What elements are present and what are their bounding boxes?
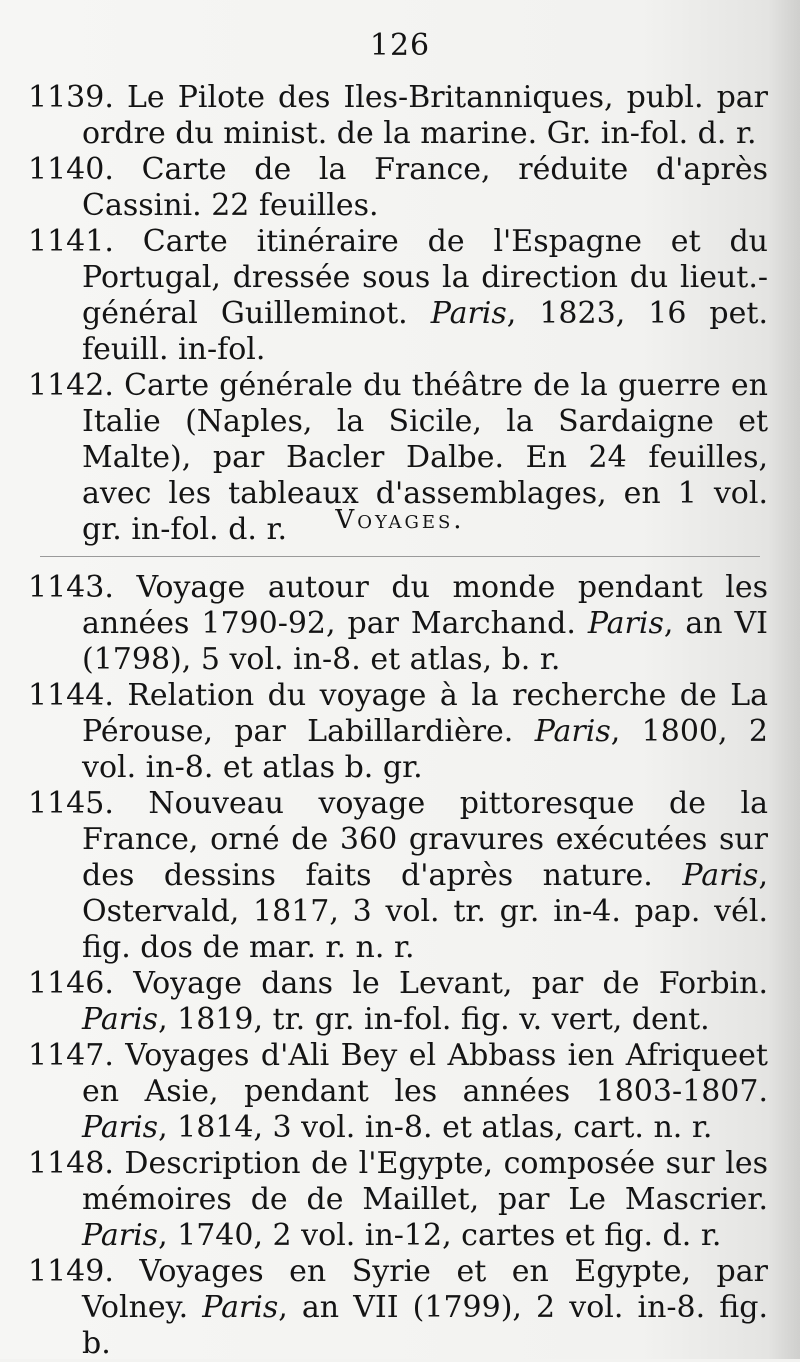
catalog-entry — [28, 966, 768, 1038]
entry-text: , an VI (1798), 5 vol. in-8. et atlas, b. r. — [82, 606, 768, 677]
entry-text: , 1823, 16 pet. feuill. in-fol. — [82, 296, 768, 367]
entry-number: 1147. — [28, 1038, 114, 1073]
entry-place-italic: Paris — [82, 1110, 159, 1145]
entry-text: Voyages d'Ali Bey el Abbass ien Afriqueet en Asie, pendant les années 1803-1807. — [82, 1038, 768, 1109]
entry-text: Carte générale du théâtre de la guerre en Italie (Naples, la Sicile, la Sardaigne et Malte), par Bacler Dalbe. En 24 feuilles, avec les tableaux d'assemblages, en 1 vol. gr. in-fol. d. r. — [82, 368, 768, 547]
entry-place-italic: Paris — [82, 1002, 159, 1037]
entry-place-italic: Paris — [534, 714, 611, 749]
entry-number: 1142. — [28, 368, 114, 403]
catalog-entry — [28, 1146, 768, 1254]
entry-text: , 1819, tr. gr. in-fol. fig. v. vert, dent. — [158, 1002, 710, 1037]
catalog-entry — [28, 678, 768, 786]
entry-text: Nouveau voyage pittoresque de la France, orné de 360 gravures exécutées sur des dessins faits d'après nature. — [82, 786, 768, 893]
section-divider — [40, 556, 760, 557]
catalog-entry — [28, 224, 768, 368]
entry-number: 1148. — [28, 1146, 114, 1181]
entry-text: , 1814, 3 vol. in-8. et atlas, cart. n. r. — [158, 1110, 713, 1145]
entry-text: , an VII (1799), 2 vol. in-8. fig. b. — [82, 1290, 768, 1361]
catalog-entry — [28, 80, 768, 152]
page-number: 126 — [369, 28, 431, 63]
catalog-entries-maps — [28, 80, 768, 548]
entry-number: 1149. — [28, 1254, 114, 1289]
entry-text: Relation du voyage à la recherche de La Pérouse, par Labillardière. — [82, 678, 768, 749]
entry-text: Le Pilote des Iles-Britanniques, publ. par ordre du minist. de la marine. Gr. in-fol. d. r. — [82, 80, 768, 151]
entry-place-italic: Paris — [587, 606, 664, 641]
entry-number: 1143. — [28, 570, 114, 605]
entry-place-italic: Paris — [430, 296, 507, 331]
entry-text: Carte de la France, réduite d'après Cassini. 22 feuilles. — [82, 152, 768, 223]
catalog-entry — [28, 570, 768, 678]
entry-number: 1140. — [28, 152, 114, 187]
entry-number: 1139. — [28, 80, 114, 115]
entry-text: Voyages en Syrie et en Egypte, par Volney. — [82, 1254, 768, 1325]
entry-text: Voyage dans le Levant, par de Forbin. — [113, 966, 768, 1001]
catalog-entry — [28, 152, 768, 224]
catalog-entry — [28, 1254, 768, 1362]
catalog-entries-voyages — [28, 570, 768, 1362]
entry-text: Voyage autour du monde pendant les années 1790-92, par Marchand. — [82, 570, 768, 641]
catalog-entry — [28, 786, 768, 966]
entry-number: 1144. — [28, 678, 114, 713]
entry-place-italic: Paris — [682, 858, 759, 893]
entry-text: , 1740, 2 vol. in-12, cartes et fig. d. r. — [158, 1218, 722, 1253]
entry-number: 1141. — [28, 224, 114, 259]
entry-text: Carte itinéraire de l'Espagne et du Portugal, dressée sous la direction du lieut.-général Guilleminot. — [82, 224, 768, 331]
entry-number: 1146. — [28, 966, 114, 1001]
section-heading: Voyages. — [335, 505, 465, 535]
entry-text: , Ostervald, 1817, 3 vol. tr. gr. in-4. pap. vél. fig. dos de mar. r. n. r. — [82, 858, 768, 965]
entry-number: 1145. — [28, 786, 114, 821]
entry-text: Description de l'Egypte, composée sur les mémoires de de Maillet, par Le Mascrier. — [82, 1146, 768, 1217]
catalog-entry — [28, 1038, 768, 1146]
entry-text: , 1800, 2 vol. in-8. et atlas b. gr. — [82, 714, 768, 785]
entry-place-italic: Paris — [82, 1218, 159, 1253]
entry-place-italic: Paris — [202, 1290, 279, 1325]
